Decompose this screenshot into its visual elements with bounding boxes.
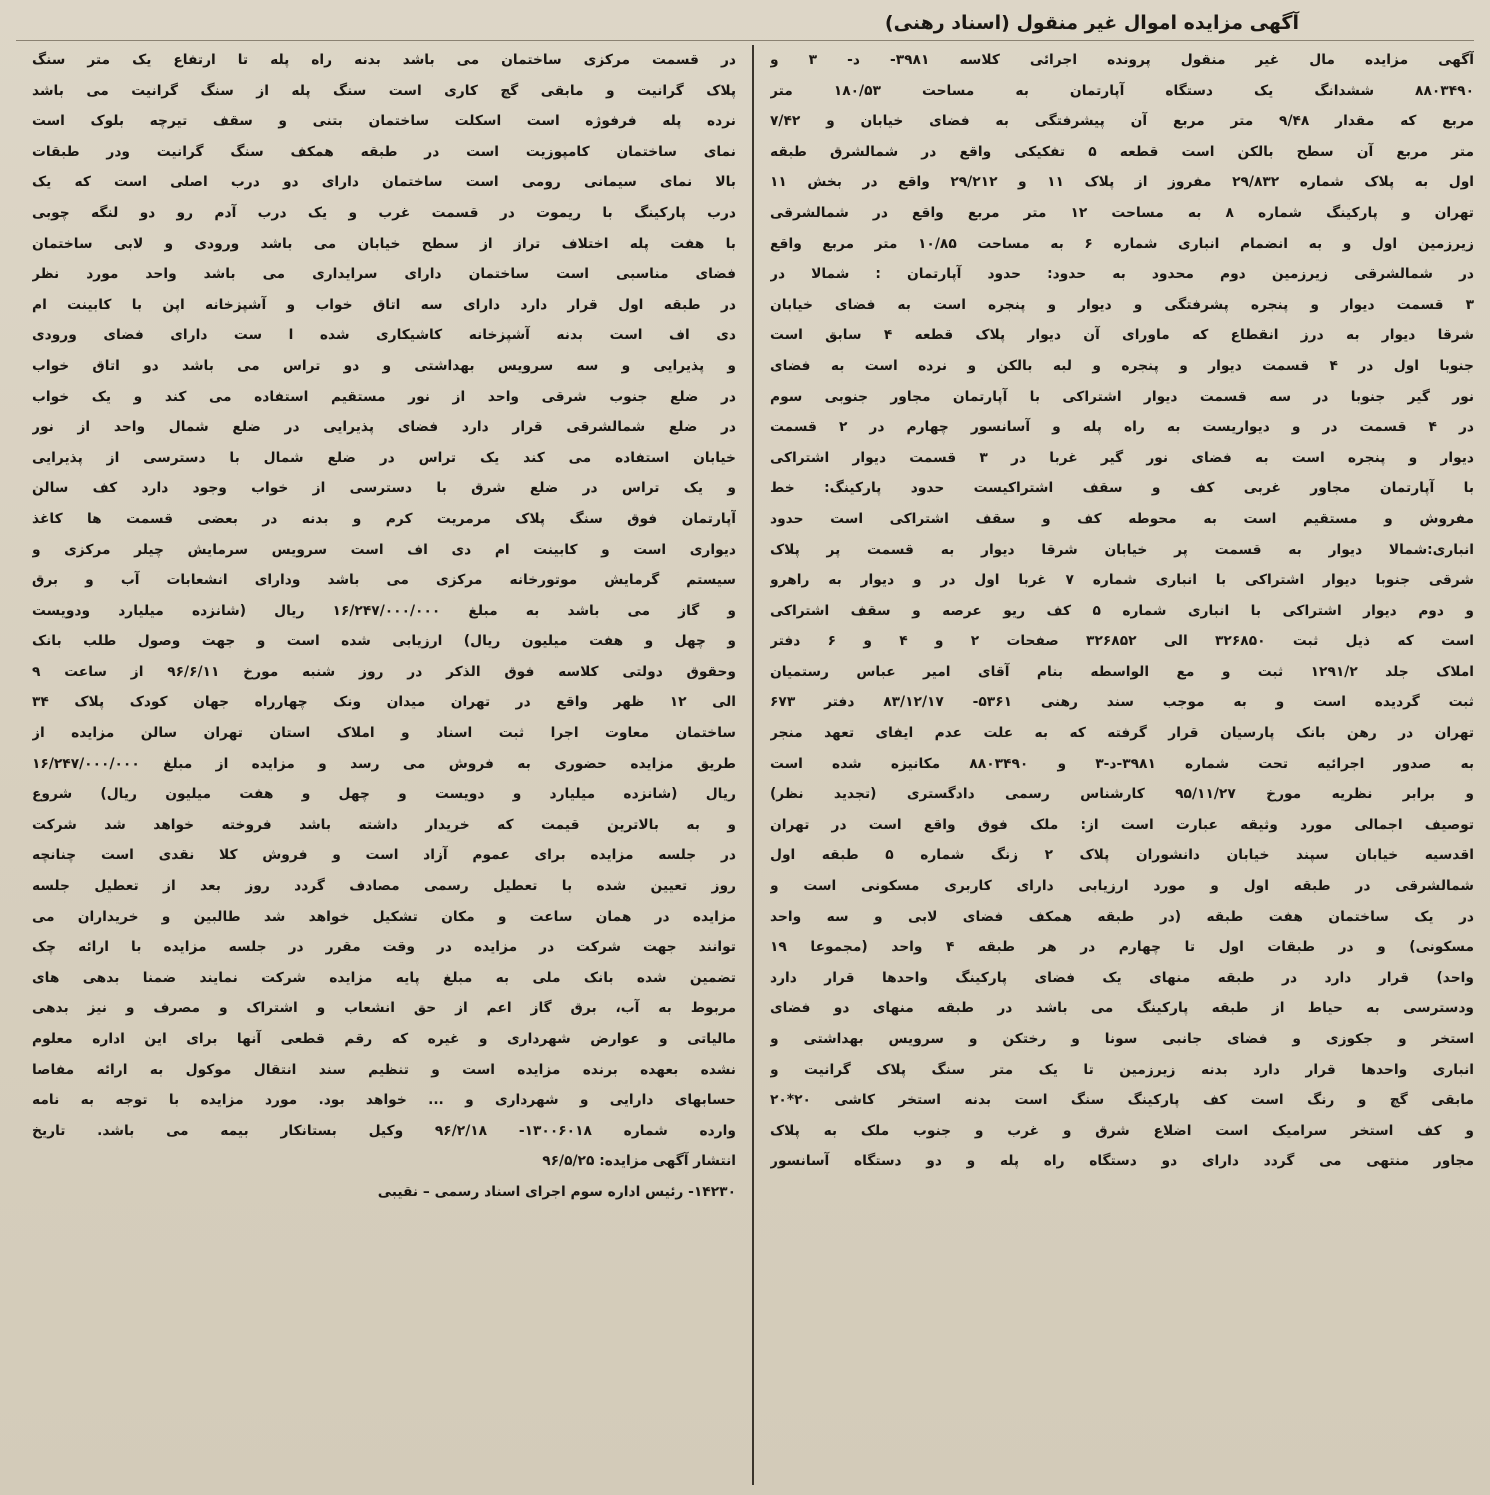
notice-header (16, 6, 1474, 41)
text-line: با هفت پله اختلاف تراز از سطح خیابان می باشد ورودی و لابی ساختمان (32, 235, 736, 252)
text-line: دی اف است بدنه آشپزخانه کاشیکاری شده ا ست دارای فضای ورودی (32, 327, 736, 344)
text-line: در شمالشرقی زیرزمین دوم محدود به حدود: حدود آپارتمان : شمالا در (770, 266, 1474, 283)
text-line: مابقی گچ و رنگ است کف پارکینگ سنگ است بدنه استخر کاشی ۲۰*۲۰ (770, 1092, 1474, 1109)
text-line: تضمین شده بانک ملی به مبلغ پایه مزایده شرکت نمایند ضمنا بدهی های (32, 969, 736, 986)
text-line: مربع که مقدار ۹/۴۸ متر مربع آن پیشرفتگی به فضای خیابان و ۷/۴۲ (770, 113, 1474, 130)
text-line: در جلسه مزایده برای عموم آزاد است و فروش کلا نقدی است چنانچه (32, 847, 736, 864)
text-line: دیوار و پنجره است به فضای نور گیر غربا در ۳ قسمت دیوار اشتراکی (770, 449, 1474, 466)
text-line: مفروش و مستقیم است به محوطه کف و سقف اشتراکی است حدود (770, 510, 1474, 527)
text-line: دیواری است و کابینت ام دی اف است سرویس سرمایش چیلر مرکزی و (32, 541, 736, 558)
text-line: و دوم دیوار اشتراکی با انباری شماره ۵ کف ریو عرصه و سقف اشتراکی (770, 602, 1474, 619)
right-column (760, 45, 1474, 1485)
text-line: بالا نمای سیمانی رومی است ساختمان دارای دو درب اصلی است که یک (32, 174, 736, 191)
text-line: ساختمان معاوت اجرا ثبت اسناد و املاک استان تهران سالن مزایده از (32, 725, 736, 742)
notice-title: آگهی مزایده اموال غیر منقول (اسناد رهنی) (884, 12, 1299, 34)
text-line: مالیاتی و عوارض شهرداری و غیره که رقم قطعی آنها برای این اداره معلوم (32, 1031, 736, 1047)
text-line: ریال (شانزده میلیارد و دویست و چهل و هفت میلیون ریال) شروع (32, 786, 736, 803)
text-line: در قسمت مرکزی ساختمان می باشد بدنه راه پله تا ارتفاع یک متر سنگ (32, 52, 736, 68)
text-line: به صدور اجرائیه تحت شماره ۳۹۸۱-د-۳ و ۸۸۰۳۴۹۰ مکانیزه شده است (770, 755, 1474, 772)
text-line: نمای ساختمان کامپوزیت است در طبقه همکف سنگ گرانیت ودر طبقات (32, 143, 736, 160)
text-line: حسابهای دارایی و شهرداری و ... خواهد بود. مورد مزایده با توجه به نامه (32, 1092, 736, 1109)
text-line: با آپارتمان مجاور غربی کف و سقف اشتراکیست حدود پارکینگ: خط (770, 480, 1474, 497)
text-line: در یک ساختمان هفت طبقه (در طبقه همکف فضای لابی و سه واحد (770, 908, 1474, 925)
text-line: شمالشرقی در طبقه اول و مورد ارزیابی دارای کاربری مسکونی است و (770, 878, 1474, 895)
notice-columns (16, 45, 1474, 1485)
text-line: توصیف اجمالی مورد وثیقه عبارت است از: ملک فوق واقع است در تهران (770, 816, 1474, 833)
text-line: تهران در رهن بانک پارسیان قرار گرفته که به علت عدم ایفای تعهد منجر (770, 725, 1474, 742)
text-line: نور گیر جنوبا در سه قسمت دیوار اشتراکی با آپارتمان مجاور جنوبی سوم (770, 388, 1474, 405)
text-line: مربوط به آب، برق گاز اعم از حق انشعاب و اشتراک و مصرف و نیز بدهی (32, 1000, 736, 1017)
text-line: زیرزمین اول و به انضمام انباری شماره ۶ به مساحت ۱۰/۸۵ متر مربع واقع (770, 235, 1474, 252)
text-line: اول به پلاک شماره ۲۹/۸۳۲ مفروز از پلاک ۱۱ و ۲۹/۲۱۲ واقع در بخش ۱۱ (770, 174, 1474, 191)
text-line: ۱۴۲۳۰- رئیس اداره سوم اجرای اسناد رسمی – نقیبی (377, 1183, 736, 1200)
text-line: ۳ قسمت دیوار و پنجره پشرفتگی و دیوار و پنجره است به فضای خیابان (770, 296, 1474, 313)
text-line: درب پارکینگ با ریموت در قسمت غرب و یک درب آدم رو دو لنگه چوبی (32, 204, 736, 221)
text-line: و برابر نظریه مورخ ۹۵/۱۱/۲۷ کارشناس رسمی دادگستری (تجدید نظر) (770, 786, 1474, 803)
text-line: پلاک گرانیت و مابقی گچ کاری است سنگ پله از سنگ گرانیت می باشد (32, 82, 736, 99)
text-line: است که ذیل ثبت ۳۲۶۸۵۰ الی ۳۲۶۸۵۲ صفحات ۲ و ۴ و ۶ دفتر (770, 633, 1474, 650)
text-line: ودسترسی به حیاط از طبقه پارکینگ می باشد در طبقه منهای دو فضای (770, 1000, 1474, 1017)
left-column (32, 45, 746, 1485)
text-line: وارده شماره ۱۳۰۰۶۰۱۸- ۹۶/۲/۱۸ وکیل بستانکار بیمه می باشد. تاریخ (32, 1122, 736, 1139)
text-line: سیستم گرمایش موتورخانه مرکزی می باشد ودارای انشعابات آب و برق (32, 572, 736, 589)
text-line: و پذیرایی و سه سرویس بهداشتی و دو تراس می باشد دو اتاق خواب (32, 357, 736, 374)
text-line: نرده پله فرفوژه است اسکلت ساختمان بتنی و سقف تیرچه بلوک است (32, 113, 736, 130)
text-line: توانند جهت شرکت در مزایده در وقت مقرر در جلسه مزایده با ارائه چک (32, 939, 736, 956)
text-line: واحد) قرار دارد در طبقه منهای یک فضای پارکینگ واحدها قرار دارد (770, 969, 1474, 986)
text-line: جنوبا اول در ۴ قسمت دیوار و پنجره و لبه بالکن و نرده است به فضای (770, 357, 1474, 374)
text-line: انباری:شمالا دیوار به قسمت پر خیابان شرقا دیوار به قسمت پر پلاک (770, 541, 1474, 558)
text-line: در ضلع جنوب شرقی واحد از نور مستقیم استفاده می کند و یک خواب (32, 388, 736, 405)
text-line: ثبت گردیده است و به موجب سند رهنی ۵۳۶۱- ۸۳/۱۲/۱۷ دفتر ۶۷۳ (770, 694, 1474, 711)
text-line: مجاور منتهی می گردد دارای دو دستگاه راه پله و دو دستگاه آسانسور (770, 1153, 1474, 1170)
text-line: آگهی مزایده مال غیر منقول پرونده اجرائی کلاسه ۳۹۸۱- د- ۳ و (770, 52, 1474, 68)
text-line: شرقا دیوار به درز انقطاع که ماورای آن دیوار پلاک قطعه ۴ سابق است (770, 327, 1474, 344)
text-line: ۸۸۰۳۴۹۰ ششدانگ یک دستگاه آپارتمان به مساحت ۱۸۰/۵۳ متر (770, 82, 1474, 99)
text-line: مزایده در همان ساعت و مکان تشکیل خواهد شد طالبین و خریداران می (32, 908, 736, 925)
text-line: املاک جلد ۱۲۹۱/۲ ثبت و مع الواسطه بنام آقای امیر عباس رستمیان (770, 663, 1474, 680)
text-line: و یک تراس در ضلع شرق با دسترسی از خواب وجود دارد کف سالن (32, 480, 736, 497)
text-line: شرقی جنوبا دیوار اشتراکی با انباری شماره ۷ غربا اول در و دیوار به راهرو (770, 572, 1474, 589)
text-line: استخر و جکوزی و فضای جانبی سونا و رختکن و سرویس بهداشتی و (770, 1031, 1474, 1047)
text-line: فضای مناسبی است ساختمان دارای سرایداری می باشد واحد مورد نظر (32, 266, 736, 283)
text-line: الی ۱۲ ظهر واقع در تهران میدان ونک چهارراه جهان کودک پلاک ۳۴ (32, 694, 736, 711)
text-line: اقدسیه خیابان سپند خیابان دانشوران پلاک ۲ زنگ شماره ۵ طبقه اول (770, 847, 1474, 864)
text-line: آپارتمان فوق سنگ پلاک مرمریت کرم و بدنه در بعضی قسمت ها کاغذ (32, 510, 736, 527)
text-line: و چهل و هفت میلیون ریال) ارزیابی شده است و جهت وصول طلب بانک (32, 633, 736, 650)
text-line: در طبقه اول قرار دارد دارای سه اتاق خواب و آشپزخانه اپن با کابینت ام (32, 296, 736, 313)
text-line: مسکونی) و در طبقات اول تا چهارم در هر طبقه ۴ واحد (مجموعا ۱۹ (770, 939, 1474, 956)
text-line: روز تعیین شده با تعطیل رسمی مصادف گردد روز بعد از تعطیل جلسه (32, 878, 736, 895)
text-line: انتشار آگهی مزایده: ۹۶/۵/۲۵ (542, 1153, 736, 1170)
text-line: انباری واحدها قرار دارد بدنه زیرزمین تا یک متر سنگ پلاک گرانیت و (770, 1061, 1474, 1078)
text-line: طریق مزایده حضوری به فروش می رسد و مزایده از مبلغ ۱۶/۲۴۷/۰۰۰/۰۰۰ (32, 755, 736, 772)
text-line: نشده بعهده برنده مزایده است و تنظیم سند انتقال موکول به ارائه مفاصا (32, 1061, 736, 1078)
text-line: تهران و پارکینگ شماره ۸ به مساحت ۱۲ متر مربع واقع در شمالشرقی (770, 204, 1474, 221)
text-line: و به بالاترین قیمت که خریدار داشته باشد فروخته خواهد شد شرکت (32, 816, 736, 833)
text-line: خیابان استفاده می کند یک تراس در ضلع شمال با دسترسی از پذیرایی (32, 449, 736, 466)
column-divider (752, 45, 754, 1485)
text-line: در ضلع شمالشرقی قرار دارد فضای پذیرایی در ضلع شمال واحد از نور (32, 419, 736, 436)
text-line: در ۴ قسمت در و دیواریست به راه پله و آسانسور چهارم در ۲ قسمت (770, 419, 1474, 436)
text-line: و گاز می باشد به مبلغ ۱۶/۲۴۷/۰۰۰/۰۰۰ ریال (شانزده میلیارد ودویست (32, 602, 736, 619)
text-line: متر مربع آن سطح بالکن است قطعه ۵ تفکیکی واقع در شمالشرق طبقه (770, 143, 1474, 160)
text-line: وحقوق دولتی کلاسه فوق الذکر در روز شنبه مورخ ۹۶/۶/۱۱ از ساعت ۹ (32, 663, 736, 680)
text-line: و کف استخر سرامیک است اضلاع شرق و غرب و جنوب ملک به پلاک (770, 1122, 1474, 1139)
